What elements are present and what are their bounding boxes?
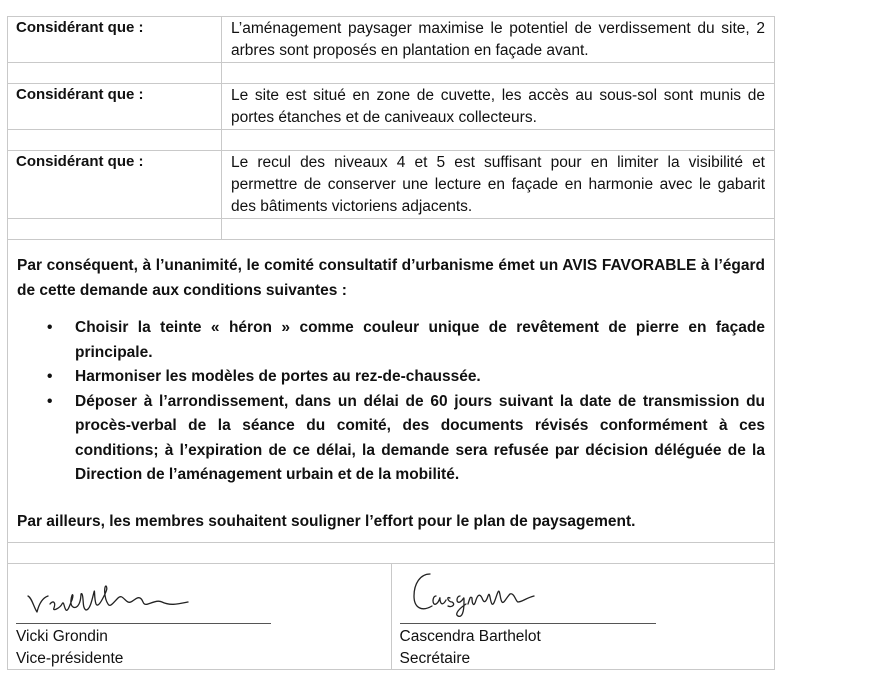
consideration-label: Considérant que : (8, 151, 222, 219)
document-page (7, 16, 774, 670)
bullet-icon: • (47, 319, 53, 336)
signatory-title: Vice-présidente (16, 650, 124, 667)
handwritten-signature-icon (22, 574, 192, 624)
signature-block-vice-president (8, 564, 391, 669)
handwritten-signature-icon (406, 568, 556, 624)
consideration-label: Considérant que : (8, 84, 222, 130)
spacer-row (8, 543, 775, 564)
condition-item (17, 390, 765, 488)
condition-text: Choisir la teinte « héron » comme couleur unique de revêtement de pierre en façade principale. (75, 319, 765, 361)
bullet-icon: • (47, 392, 53, 410)
spacer-row (8, 219, 775, 240)
minutes-table (7, 16, 775, 670)
conditions-list (17, 316, 765, 488)
decision-row (8, 240, 775, 543)
signatory-name: Cascendra Barthelot (399, 628, 541, 645)
signature-block-secretary (391, 564, 775, 669)
condition-text: Déposer à l’arrondissement, dans un délai de 60 jours suivant la date de transmission du procès-verbal de la séance du comité, des documents révisés conformément à ces conditions; à l’expiration de ce délai, la demande sera refusée par décision déléguée de la Direction de l’aménagement urbain et de la mobilité. (75, 392, 765, 483)
signatory-title: Secrétaire (399, 650, 471, 667)
decision-intro: Par conséquent, à l’unanimité, le comité consultatif d’urbanisme émet un AVIS FAVORABLE à l’égard de cette demande aux conditions suivantes : (17, 257, 765, 299)
consideration-text: Le recul des niveaux 4 et 5 est suffisant pour en limiter la visibilité et permettre de conserver une lecture en façade en harmonie avec le gabarit des bâtiments victoriens adjacents. (222, 151, 775, 219)
bullet-icon: • (47, 368, 53, 385)
signature-line (400, 623, 656, 624)
decision-closing: Par ailleurs, les membres souhaitent souligner l’effort pour le plan de paysagement. (17, 512, 636, 530)
spacer-row (8, 63, 775, 84)
spacer-row (8, 130, 775, 151)
signature-line (16, 623, 271, 624)
condition-item (17, 365, 765, 390)
consideration-text: L’aménagement paysager maximise le potentiel de verdissement du site, 2 arbres sont proposés en plantation en façade avant. (222, 17, 775, 63)
consideration-row (8, 84, 775, 130)
consideration-text: Le site est situé en zone de cuvette, les accès au sous-sol sont munis de portes étanches et de caniveaux collecteurs. (222, 84, 775, 130)
consideration-row (8, 151, 775, 219)
consideration-label: Considérant que : (8, 17, 222, 63)
consideration-row (8, 17, 775, 63)
condition-text: Harmoniser les modèles de portes au rez-de-chaussée. (75, 368, 481, 385)
signatory-name: Vicki Grondin (16, 628, 108, 645)
signature-row (8, 564, 775, 670)
condition-item (17, 316, 765, 365)
decision-block (8, 240, 775, 543)
